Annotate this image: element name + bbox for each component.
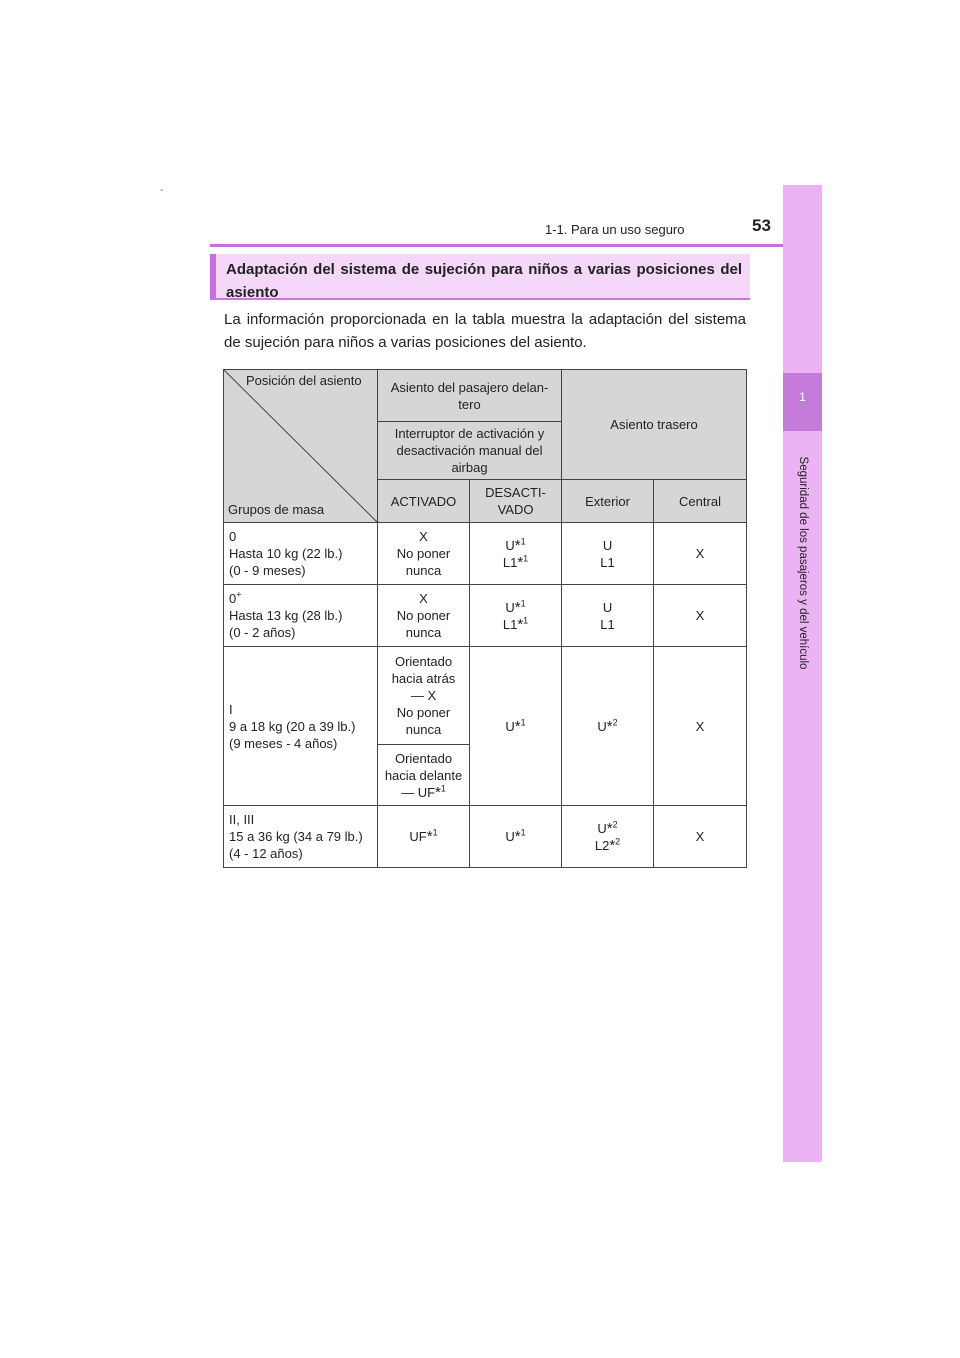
corner-header-cell [224,370,378,523]
group-cell: 0 Hasta 10 kg (22 lb.) (0 - 9 meses) [224,523,378,585]
activado-forward-facing-cell: Orientado hacia delante — UF*$^1$ [378,745,470,806]
child-restraint-table [223,369,747,868]
desactivado-cell: U*$^1$ L1*$^1$ [470,585,562,647]
exterior-cell: U L1 [562,523,654,585]
central-header: Central [654,480,747,523]
exterior-cell: U*$^2$ L2*$^2$ [562,806,654,868]
table-row [224,647,747,745]
central-cell: X [654,806,747,868]
side-chapter-label: Seguridad de los pasajeros y del vehículo [797,456,809,670]
table-row [224,523,747,585]
asterisk-icon: * [606,819,613,837]
activado-cell: UF*$^1$ [378,806,470,868]
front-seat-header: Asiento del pasajero delan-tero [378,370,562,422]
page-dash: - [160,185,164,196]
central-cell: X [654,647,747,806]
intro-paragraph: La información proporcionada en la tabla muestra la adaptación del sistema de sujeción para niños a varias posiciones del asiento. [224,311,746,351]
desactivado-cell: U*$^1$ L1*$^1$ [470,523,562,585]
group-cell: I 9 a 18 kg (20 a 39 lb.) (9 meses - 4 años) [224,647,378,806]
activado-cell: X No poner nunca [378,523,470,585]
corner-mass-groups: Grupos de masa [228,502,325,517]
desactivado-cell: U*$^1$ [470,647,562,806]
section-title: Adaptación del sistema de sujeción para niños a varias posiciones del asiento [210,254,750,300]
asterisk-icon: * [609,836,616,854]
running-header: 1-1. Para un uso seguro [545,222,685,237]
table-row [224,585,747,647]
asterisk-icon: * [435,783,441,801]
airbag-switch-header: Interruptor de activación y desactivación manual del airbag [378,422,562,480]
table-row [224,806,747,868]
activado-rear-facing-cell: Orientado hacia atrás — X No poner nunca [378,647,470,745]
asterisk-icon: * [514,828,521,845]
side-tab [783,185,822,1162]
exterior-header: Exterior [562,480,654,523]
asterisk-icon: * [517,615,524,633]
desactivado-cell: U*$^1$ [470,806,562,868]
group-cell: 0+ Hasta 13 kg (28 lb.) (0 - 2 años) [224,585,378,647]
asterisk-icon: * [517,553,524,571]
group-cell: II, III 15 a 36 kg (34 a 79 lb.) (4 - 12 años) [224,806,378,868]
exterior-cell: U*$^2$ [562,647,654,806]
exterior-cell: U L1 [562,585,654,647]
central-cell: X [654,523,747,585]
activado-header: ACTIVADO [378,480,470,523]
diagonal-line [224,370,377,522]
rear-seat-header: Asiento trasero [562,370,747,480]
activado-cell: X No poner nunca [378,585,470,647]
desactivado-header: DESACTI-VADO [470,480,562,523]
asterisk-icon: * [514,598,521,616]
asterisk-icon: * [514,717,521,735]
central-cell: X [654,585,747,647]
asterisk-icon: * [514,536,521,554]
asterisk-icon: * [426,828,433,845]
header-rule [210,244,822,247]
corner-seat-position: Posición del asiento [246,373,362,388]
page-number: 53 [752,216,771,235]
asterisk-icon: * [606,717,613,735]
side-number: 1 [799,390,806,404]
